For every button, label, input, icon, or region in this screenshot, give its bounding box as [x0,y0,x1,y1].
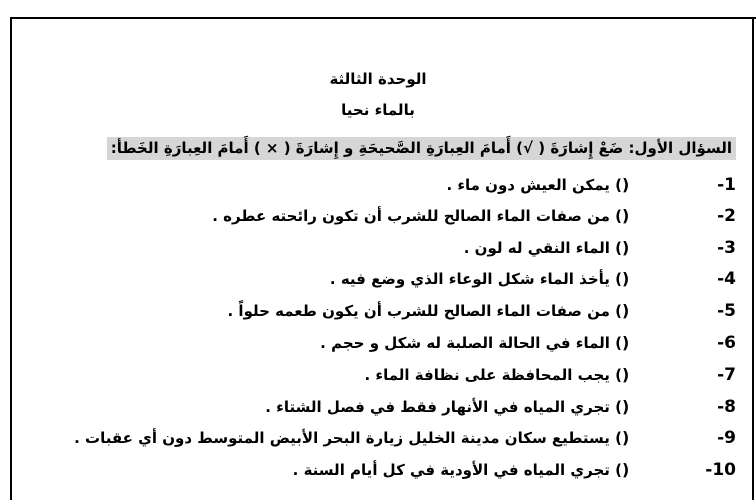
answer-blank[interactable]: ( [622,206,630,225]
answer-blank[interactable]: ( [622,238,630,257]
item-number: 7- [717,365,736,385]
list-item [446,172,736,198]
list-item [212,203,736,229]
question-instruction: السؤال الأول: ضَعْ إِشارَةَ ( √) أَمامَ العِبارَةِ الصَّحيحَةِ و إِشارَةَ ( × ) أَمامَ العِبارَةِ الخَطأ: [107,137,736,160]
unit-title: الوحدة الثالثة [329,70,427,88]
answer-blank[interactable]: ( [622,365,630,384]
item-text: ) الماء النقي له لون . [463,239,622,257]
item-text: ) من صفات الماء الصالح للشرب أن يكون طعمه حلواً . [227,302,622,320]
list-item [320,330,736,356]
item-text: ) من صفات الماء الصالح للشرب أن تكون رائحته عطره . [212,207,622,225]
item-text: ) تجري المياه في الأنهار فقط في فصل الشتاء . [265,398,622,416]
answer-blank[interactable]: ( [622,460,630,479]
item-text: ) يجب المحافظة على نظافة الماء . [364,366,622,384]
list-item [464,235,736,261]
list-item [330,266,736,292]
item-text: ) الماء في الحالة الصلبة له شكل و حجم . [320,334,622,352]
item-text: ) تجري المياه في الأودية في كل أيام السنة . [292,461,622,479]
answer-blank[interactable]: ( [622,333,630,352]
item-text: ) يستطيع سكان مدينة الخليل زيارة البحر الأبيض المتوسط دون أي عقبات . [74,429,622,447]
list-item [293,457,736,483]
list-item [265,394,736,420]
item-text: ) يأخذ الماء شكل الوعاء الذي وضع فيه . [329,270,622,288]
list-item [365,362,736,388]
item-number: 1- [717,175,736,195]
item-number: 8- [717,397,736,417]
item-number: 6- [717,333,736,353]
item-number: 4- [717,269,736,289]
answer-blank[interactable]: ( [622,175,630,194]
answer-blank[interactable]: ( [622,397,630,416]
item-number: 10- [705,460,736,480]
answer-blank[interactable]: ( [622,301,630,320]
answer-blank[interactable]: ( [622,428,630,447]
list-item [74,425,736,451]
list-item [228,298,736,324]
item-number: 9- [717,428,736,448]
item-text: ) يمكن العيش دون ماء . [446,176,622,194]
answer-blank[interactable]: ( [622,269,630,288]
item-number: 5- [717,301,736,321]
item-number: 2- [717,206,736,226]
item-number: 3- [717,238,736,258]
lesson-title: بالماء نحيا [341,101,415,119]
